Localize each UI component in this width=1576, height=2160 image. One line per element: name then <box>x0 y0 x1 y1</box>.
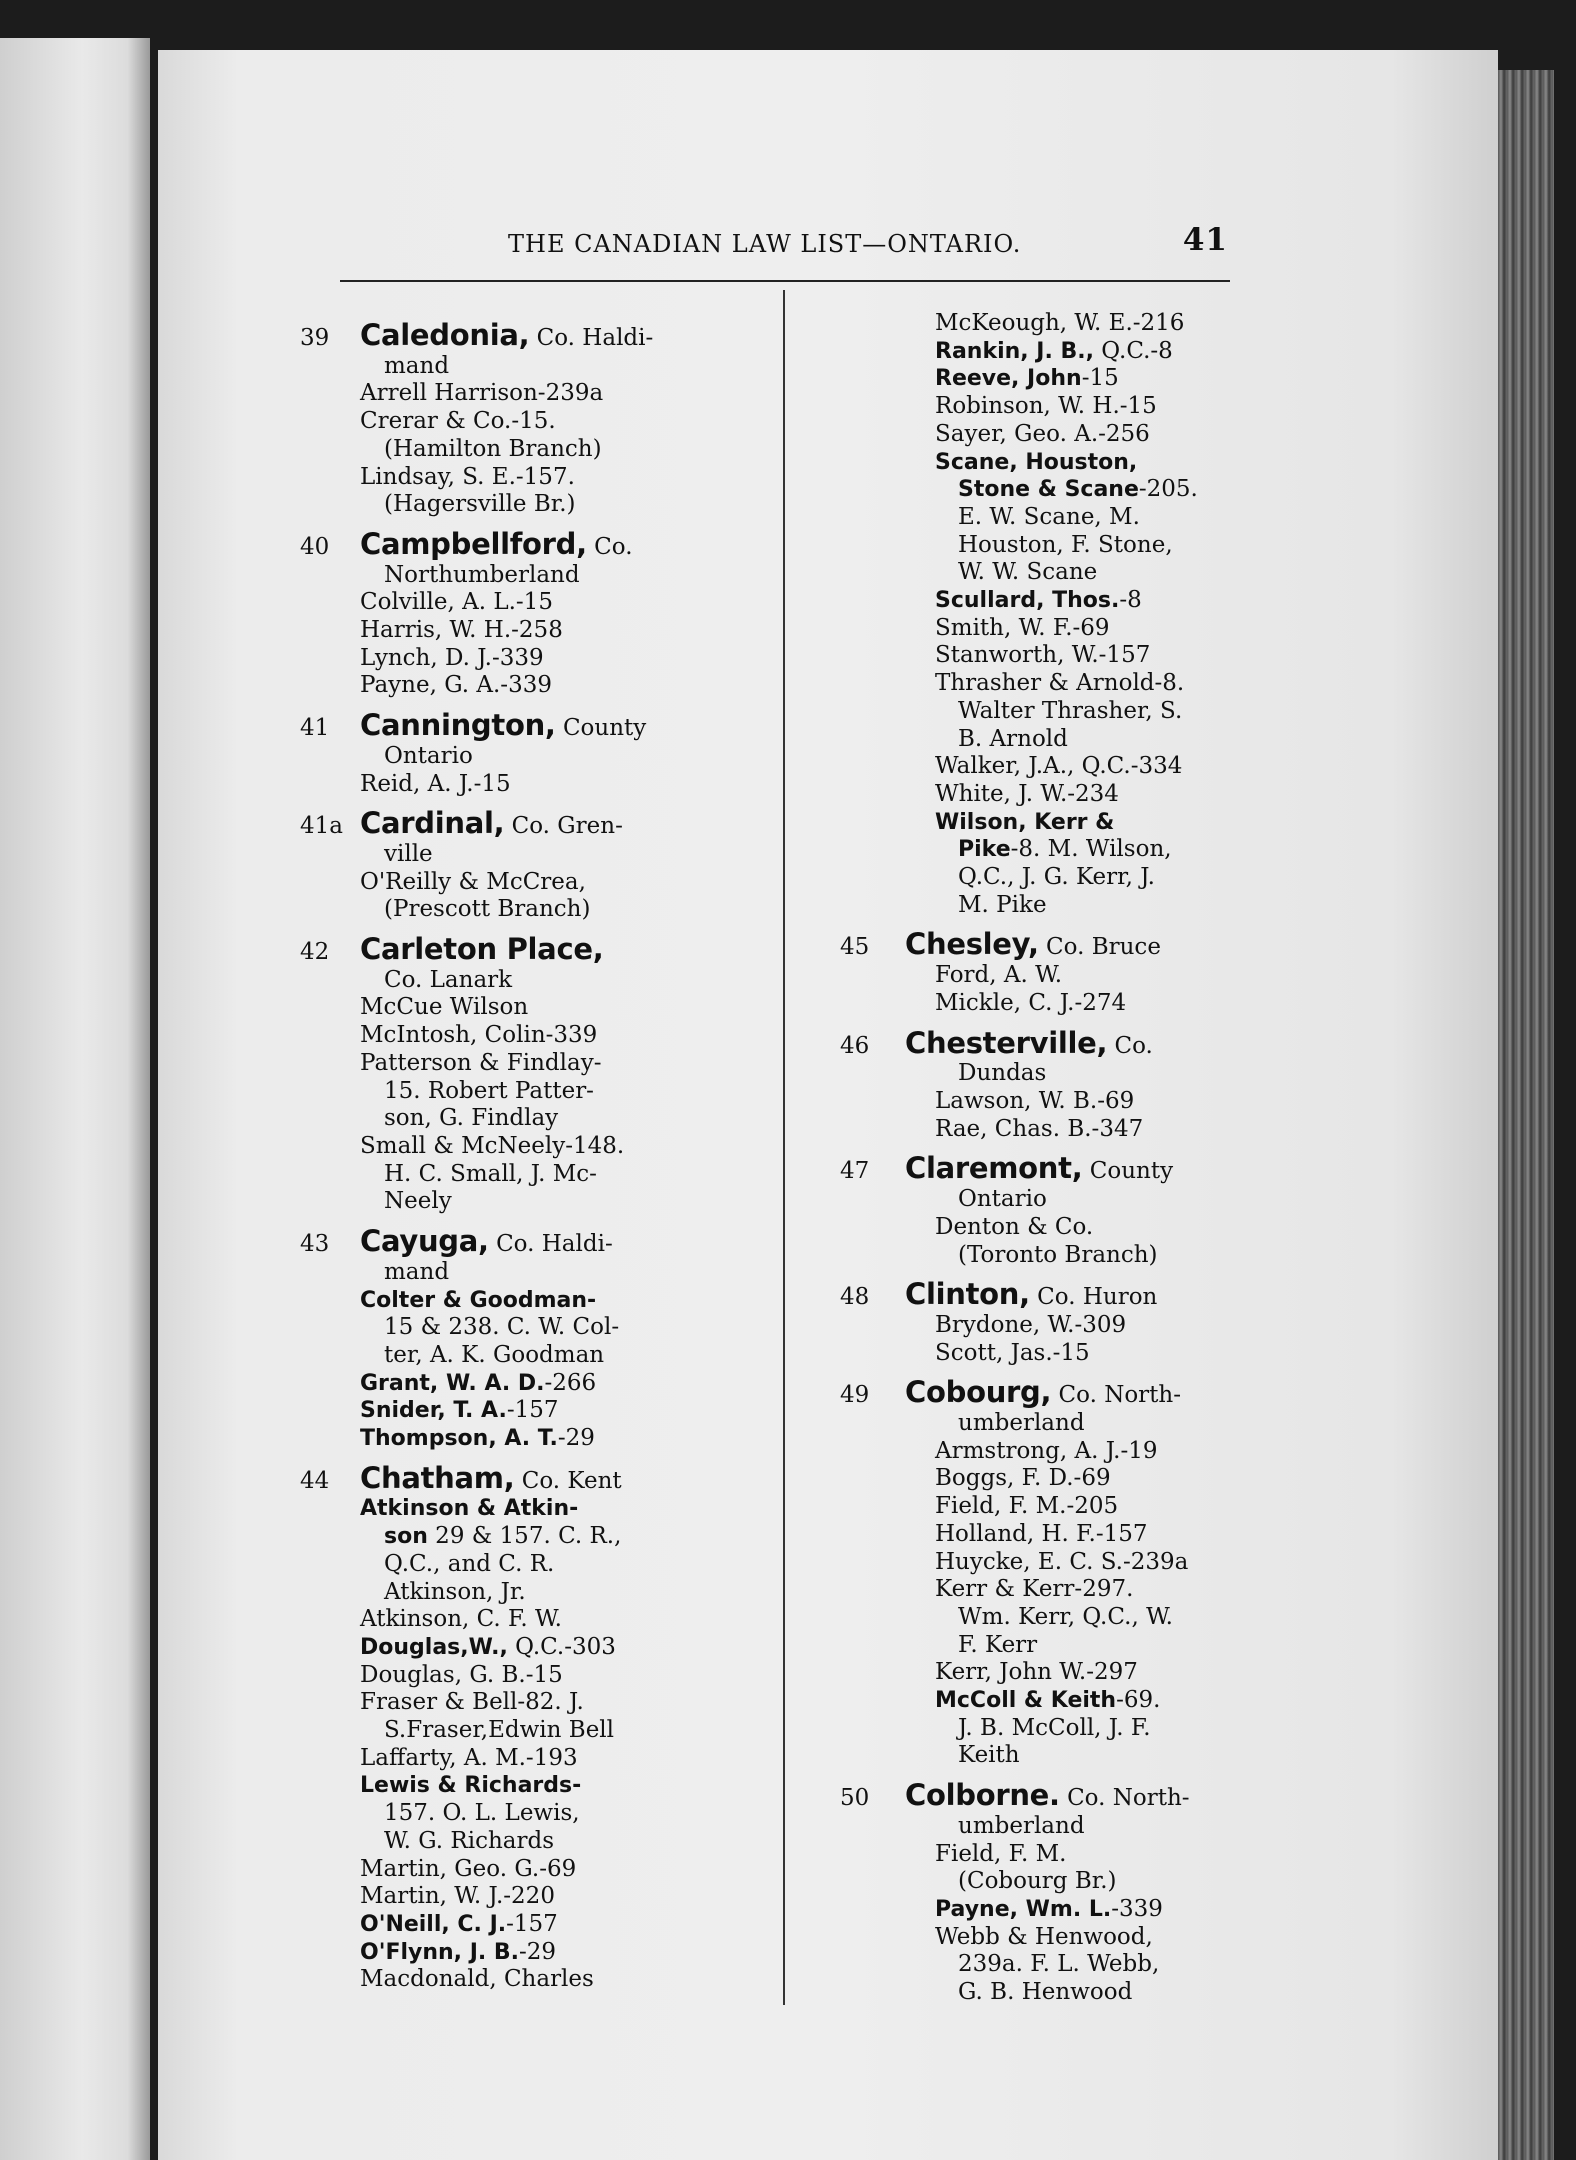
listing-line <box>840 1060 1240 1088</box>
listing-line <box>840 1242 1240 1270</box>
listing-text: McIntosh, Colin-339 <box>360 1022 598 1049</box>
listing-line <box>840 698 1240 726</box>
firm-name: O'Flynn, J. B. <box>360 1939 520 1965</box>
listing-line <box>840 1576 1240 1604</box>
listing-line <box>300 380 740 408</box>
listing-line <box>840 962 1240 990</box>
place-heading <box>300 318 740 353</box>
listing-line <box>300 1800 740 1828</box>
place-heading <box>300 526 740 562</box>
listing-line <box>300 1314 740 1342</box>
listing-text: (Hamilton Branch) <box>384 435 602 462</box>
listing-line <box>840 1742 1240 1770</box>
listing-line <box>300 869 740 897</box>
listing-line <box>300 1883 740 1911</box>
listing-detail: -15 <box>1081 365 1119 392</box>
listing-text: son, G. Findlay <box>384 1105 559 1132</box>
listing-line <box>840 1186 1240 1214</box>
column-divider <box>783 290 785 2005</box>
listing-text: Martin, W. J.-220 <box>360 1883 555 1910</box>
firm-name: Stone & Scane <box>958 477 1139 503</box>
listing-line <box>840 504 1240 532</box>
listing-line <box>300 408 740 436</box>
listing-line <box>840 892 1240 920</box>
listing-detail: -8. M. Wilson, <box>1010 836 1172 863</box>
running-header <box>508 222 1228 272</box>
listing-line <box>840 1896 1240 1924</box>
listing-line <box>840 1340 1240 1368</box>
firm-name: Douglas,W., <box>360 1634 508 1660</box>
listing-line <box>840 449 1240 477</box>
page-number: 41 <box>1182 222 1228 258</box>
listing-line <box>300 1495 740 1523</box>
listing-text: Keith <box>958 1742 1020 1769</box>
listing-line <box>300 1662 740 1690</box>
county-name: Co. Gren- <box>504 813 623 840</box>
listing-text: F. Kerr <box>958 1631 1038 1658</box>
listing-line <box>300 645 740 673</box>
listing-text: (Cobourg Br.) <box>958 1868 1117 1895</box>
place-name: Caledonia, <box>360 318 530 352</box>
listing-line <box>300 1966 740 1994</box>
header-rule <box>340 280 1230 282</box>
entry-number: 45 <box>840 934 870 961</box>
listing-text: White, J. W.-234 <box>935 780 1119 807</box>
listing-text: Fraser & Bell-82. J. <box>360 1689 584 1716</box>
county-name: Co. Haldi- <box>529 325 654 351</box>
listing-text: Q.C., and C. R. <box>384 1550 555 1577</box>
listing-text: Northumberland <box>384 561 580 588</box>
listing-line <box>300 1523 740 1551</box>
place-name: Campbellford, <box>360 526 587 561</box>
listing-detail: -29 <box>519 1938 557 1965</box>
listing-line <box>840 1410 1240 1438</box>
listing-line <box>300 617 740 645</box>
firm-name: Lewis & Richards- <box>360 1773 582 1799</box>
listing-text: Martin, Geo. G.-69 <box>360 1855 577 1882</box>
listing-line <box>840 476 1240 504</box>
place-heading <box>840 927 1240 962</box>
listing-text: Arrell Harrison-239a <box>360 380 604 407</box>
listing-text: Scott, Jas.-15 <box>935 1339 1090 1366</box>
listing-line <box>840 587 1240 615</box>
listing-detail: -266 <box>544 1369 597 1396</box>
listing-line <box>300 436 740 464</box>
listing-line <box>840 365 1240 393</box>
listing-text: 15. Robert Patter- <box>384 1077 594 1104</box>
place-name: Cardinal, <box>360 806 505 841</box>
listing-text: E. W. Scane, M. <box>958 503 1140 530</box>
listing-text: McCue Wilson <box>360 994 529 1021</box>
listing-line <box>300 1939 740 1967</box>
listing-text: Douglas, G. B.-15 <box>360 1661 563 1688</box>
listing-line <box>300 841 740 869</box>
listing-line <box>300 1133 740 1161</box>
listing-text: Huycke, E. C. S.-239a <box>935 1548 1189 1575</box>
listing-text: umberland <box>958 1410 1085 1437</box>
firm-name: Scullard, Thos. <box>935 588 1120 614</box>
listing-text: Neely <box>384 1188 452 1215</box>
listing-line <box>300 1689 740 1717</box>
listing-line <box>300 994 740 1022</box>
listing-text: Denton & Co. <box>935 1213 1094 1240</box>
entry-number: 48 <box>840 1284 870 1311</box>
header-title: THE CANADIAN LAW LIST—ONTARIO. <box>508 230 1022 258</box>
listing-line <box>300 1287 740 1315</box>
listing-line <box>840 1116 1240 1144</box>
county-name: Co. North- <box>1051 1382 1181 1409</box>
listing-line <box>300 464 740 492</box>
listing-line <box>840 1465 1240 1493</box>
county-name: Co. Bruce <box>1038 934 1161 961</box>
listing-text: Smith, W. F.-69 <box>935 614 1110 641</box>
listing-line <box>300 1717 740 1745</box>
listing-text: Rae, Chas. B.-347 <box>935 1115 1144 1142</box>
listing-text: Kerr, John W.-297 <box>935 1659 1138 1686</box>
listing-line <box>300 896 740 924</box>
listing-line <box>300 1551 740 1579</box>
county-name: Co. North- <box>1059 1785 1190 1812</box>
listing-line <box>840 753 1240 781</box>
listing-line <box>840 670 1240 698</box>
listing-text: J. B. McColl, J. F. <box>958 1714 1151 1741</box>
county-name: Co. Huron <box>1029 1284 1158 1311</box>
listing-line <box>840 864 1240 892</box>
listing-line <box>300 1188 740 1216</box>
entry-number: 43 <box>300 1231 330 1258</box>
listing-line <box>300 491 740 519</box>
listing-line <box>300 1772 740 1800</box>
listing-line <box>300 1342 740 1370</box>
place-heading <box>300 1224 740 1259</box>
place-name: Clinton, <box>905 1277 1030 1312</box>
county-name: County <box>1082 1158 1174 1185</box>
listing-line <box>300 1397 740 1425</box>
place-heading <box>300 1460 740 1496</box>
listing-line <box>840 990 1240 1018</box>
listing-line <box>300 1634 740 1662</box>
firm-name: Scane, Houston, <box>935 449 1138 475</box>
listing-line <box>840 1604 1240 1632</box>
listing-line <box>840 1438 1240 1466</box>
listing-text: Laffarty, A. M.-193 <box>360 1744 578 1771</box>
listing-line <box>300 1078 740 1106</box>
entry-number: 46 <box>840 1032 870 1059</box>
place-name: Colborne. <box>905 1778 1060 1813</box>
place-heading <box>300 932 740 967</box>
listing-line <box>840 1813 1240 1841</box>
listing-text: G. B. Henwood <box>958 1979 1133 2006</box>
listing-text: Macdonald, Charles <box>360 1966 594 1993</box>
listing-line <box>840 1312 1240 1340</box>
listing-line <box>840 338 1240 366</box>
listing-text: Harris, W. H.-258 <box>360 617 563 644</box>
listing-text: Holland, H. F.-157 <box>935 1520 1148 1547</box>
listing-line <box>840 1951 1240 1979</box>
listing-text: Thrasher & Arnold-8. <box>935 670 1185 697</box>
listing-text: Atkinson, C. F. W. <box>360 1606 562 1633</box>
listing-detail: -157 <box>506 1910 558 1937</box>
firm-name: Payne, Wm. L. <box>935 1896 1112 1922</box>
place-heading <box>840 1375 1240 1410</box>
firm-name: Wilson, Kerr & <box>935 809 1115 835</box>
right-column <box>840 310 1240 2007</box>
listing-text: 15 & 238. C. W. Col- <box>384 1314 620 1341</box>
listing-text: Reid, A. J.-15 <box>360 770 511 797</box>
listing-text: Lindsay, S. E.-157. <box>360 463 575 490</box>
listing-line <box>840 1868 1240 1896</box>
listing-text: Sayer, Geo. A.-256 <box>935 420 1150 447</box>
listing-line <box>300 743 740 771</box>
page-stack-edge <box>1498 70 1554 2160</box>
place-name: Cannington, <box>360 708 556 743</box>
entry-number: 42 <box>300 939 330 966</box>
firm-name: Grant, W. A. D. <box>360 1370 545 1396</box>
listing-line <box>300 1606 740 1634</box>
listing-text: Walter Thrasher, S. <box>958 697 1183 724</box>
firm-name: Rankin, J. B., <box>935 338 1094 364</box>
listing-line <box>300 1022 740 1050</box>
listing-text: mand <box>384 1258 450 1285</box>
listing-text: W. W. Scane <box>958 559 1098 586</box>
listing-text: Kerr & Kerr-297. <box>935 1576 1134 1603</box>
county-name: Co. Haldi- <box>488 1231 613 1258</box>
listing-text: W. G. Richards <box>384 1827 555 1854</box>
place-name: Claremont, <box>905 1151 1083 1186</box>
listing-text: Lawson, W. B.-69 <box>935 1087 1135 1114</box>
listing-line <box>300 1579 740 1607</box>
listing-detail: -205. <box>1138 476 1198 503</box>
firm-name: Pike <box>958 837 1011 863</box>
listing-text: Small & McNeely-148. <box>360 1132 625 1159</box>
county-name: Co. <box>1107 1032 1153 1059</box>
listing-text: Wm. Kerr, Q.C., W. <box>958 1603 1173 1630</box>
listing-line <box>300 1745 740 1773</box>
listing-text: Mickle, C. J.-274 <box>935 989 1127 1016</box>
listing-text: Lynch, D. J.-339 <box>360 644 544 671</box>
listing-line <box>300 967 740 995</box>
place-heading <box>840 1025 1240 1061</box>
firm-name: Snider, T. A. <box>360 1398 507 1424</box>
county-name: Co. Kent <box>514 1467 622 1494</box>
place-heading <box>300 708 740 743</box>
listing-line <box>840 1632 1240 1660</box>
listing-line <box>840 1521 1240 1549</box>
listing-line <box>300 1425 740 1453</box>
listing-text: Q.C., J. G. Kerr, J. <box>958 864 1155 891</box>
facing-page-edge <box>0 38 150 2160</box>
listing-text: O'Reilly & McCrea, <box>360 868 586 895</box>
listing-text: Ontario <box>384 742 473 769</box>
listing-line <box>840 532 1240 560</box>
entry-number: 44 <box>300 1467 330 1494</box>
listing-text: H. C. Small, J. Mc- <box>384 1160 597 1187</box>
listing-text: Dundas <box>958 1060 1047 1087</box>
place-name: Chesley, <box>905 927 1039 962</box>
listing-line <box>840 1924 1240 1952</box>
listing-line <box>300 353 740 381</box>
listing-text: Payne, G. A.-339 <box>360 672 552 699</box>
listing-text: Brydone, W.-309 <box>935 1311 1127 1338</box>
entry-number: 41 <box>300 715 330 742</box>
listing-line <box>840 559 1240 587</box>
listing-line <box>840 1715 1240 1743</box>
listing-line <box>840 1687 1240 1715</box>
listing-line <box>300 1161 740 1189</box>
listing-line <box>300 771 740 799</box>
listing-text: Atkinson, Jr. <box>384 1578 526 1605</box>
place-name: Chatham, <box>360 1460 515 1495</box>
county-name: Co. <box>586 533 633 560</box>
listing-detail: -339 <box>1111 1895 1163 1922</box>
listing-line <box>840 1088 1240 1116</box>
listing-line <box>840 836 1240 864</box>
listing-line <box>840 1214 1240 1242</box>
listing-text: Houston, F. Stone, <box>958 531 1173 558</box>
listing-text: B. Arnold <box>958 725 1068 752</box>
listing-line <box>300 589 740 617</box>
listing-line <box>840 393 1240 421</box>
listing-line <box>840 726 1240 754</box>
listing-text: Walker, J.A., Q.C.-334 <box>935 753 1183 780</box>
listing-text: (Hagersville Br.) <box>384 491 576 518</box>
listing-text: 157. O. L. Lewis, <box>384 1800 580 1827</box>
listing-line <box>300 1828 740 1856</box>
entry-number: 40 <box>300 533 330 560</box>
listing-line <box>300 1259 740 1287</box>
place-name: Chesterville, <box>905 1025 1108 1060</box>
listing-text: (Prescott Branch) <box>384 896 591 923</box>
listing-text: S.Fraser,Edwin Bell <box>384 1717 615 1744</box>
firm-name: Reeve, John <box>935 366 1082 392</box>
listing-text: M. Pike <box>958 891 1047 918</box>
listing-text: Ford, A. W. <box>935 962 1063 989</box>
listing-detail: -8 <box>1119 587 1142 614</box>
place-heading <box>840 1277 1240 1312</box>
listing-line <box>300 1105 740 1133</box>
listing-text: umberland <box>958 1812 1085 1839</box>
listing-line <box>840 642 1240 670</box>
place-name: Carleton Place, <box>360 932 604 967</box>
listing-text: (Toronto Branch) <box>958 1241 1158 1268</box>
listing-detail: -29 <box>557 1425 595 1452</box>
listing-text: Colville, A. L.-15 <box>360 589 553 616</box>
left-column <box>300 310 740 1994</box>
listing-line <box>840 781 1240 809</box>
listing-line <box>300 672 740 700</box>
firm-name: Colter & Goodman- <box>360 1287 597 1313</box>
listing-line <box>840 1979 1240 2007</box>
listing-line <box>840 1493 1240 1521</box>
listing-line <box>300 1856 740 1884</box>
listing-text: Field, F. M.-205 <box>935 1493 1119 1520</box>
place-heading <box>840 1151 1240 1186</box>
listing-text: Co. Lanark <box>384 966 513 993</box>
listing-text: Patterson & Findlay- <box>360 1049 602 1076</box>
listing-detail: -157 <box>506 1397 559 1424</box>
place-name: Cayuga, <box>360 1224 489 1259</box>
entry-number: 50 <box>840 1785 870 1812</box>
place-heading <box>300 806 740 841</box>
place-name: Cobourg, <box>905 1375 1052 1410</box>
firm-name: O'Neill, C. J. <box>360 1911 507 1937</box>
listing-text: Armstrong, A. J.-19 <box>935 1437 1158 1464</box>
listing-detail: 29 & 157. C. R., <box>427 1523 622 1550</box>
listing-text: ville <box>384 840 433 867</box>
listing-text: Webb & Henwood, <box>935 1923 1153 1950</box>
listing-text: ter, A. K. Goodman <box>384 1341 605 1368</box>
listing-line <box>840 615 1240 643</box>
listing-text: 239a. F. L. Webb, <box>958 1951 1160 1978</box>
listing-text: McKeough, W. E.-216 <box>935 310 1185 336</box>
firm-name: son <box>384 1524 428 1550</box>
listing-line <box>300 562 740 590</box>
place-heading <box>840 1778 1240 1813</box>
listing-line <box>300 1911 740 1939</box>
entry-number: 49 <box>840 1382 870 1409</box>
listing-line <box>300 1050 740 1078</box>
listing-line <box>840 1659 1240 1687</box>
listing-detail: Q.C.-8 <box>1093 337 1173 364</box>
firm-name: Thompson, A. T. <box>360 1426 558 1452</box>
listing-text: Ontario <box>958 1186 1047 1213</box>
listing-detail: -69. <box>1116 1687 1161 1714</box>
listing-text: Crerar & Co.-15. <box>360 408 556 435</box>
firm-name: Atkinson & Atkin- <box>360 1496 579 1522</box>
listing-detail: Q.C.-303 <box>507 1633 616 1660</box>
entry-number: 47 <box>840 1158 870 1185</box>
firm-name: McColl & Keith <box>935 1688 1117 1714</box>
entry-number: 41a <box>300 813 343 840</box>
listing-line <box>300 1370 740 1398</box>
entry-number: 39 <box>300 325 330 351</box>
listing-text: Boggs, F. D.-69 <box>935 1465 1111 1492</box>
listing-text: Robinson, W. H.-15 <box>935 393 1157 420</box>
county-name: County <box>555 715 647 742</box>
listing-text: Field, F. M. <box>935 1840 1067 1867</box>
listing-line <box>840 1549 1240 1577</box>
listing-line <box>840 809 1240 837</box>
listing-text: mand <box>384 352 450 379</box>
listing-line <box>840 1841 1240 1869</box>
listing-line <box>840 421 1240 449</box>
listing-text: Stanworth, W.-157 <box>935 642 1151 669</box>
listing-line <box>840 310 1240 338</box>
